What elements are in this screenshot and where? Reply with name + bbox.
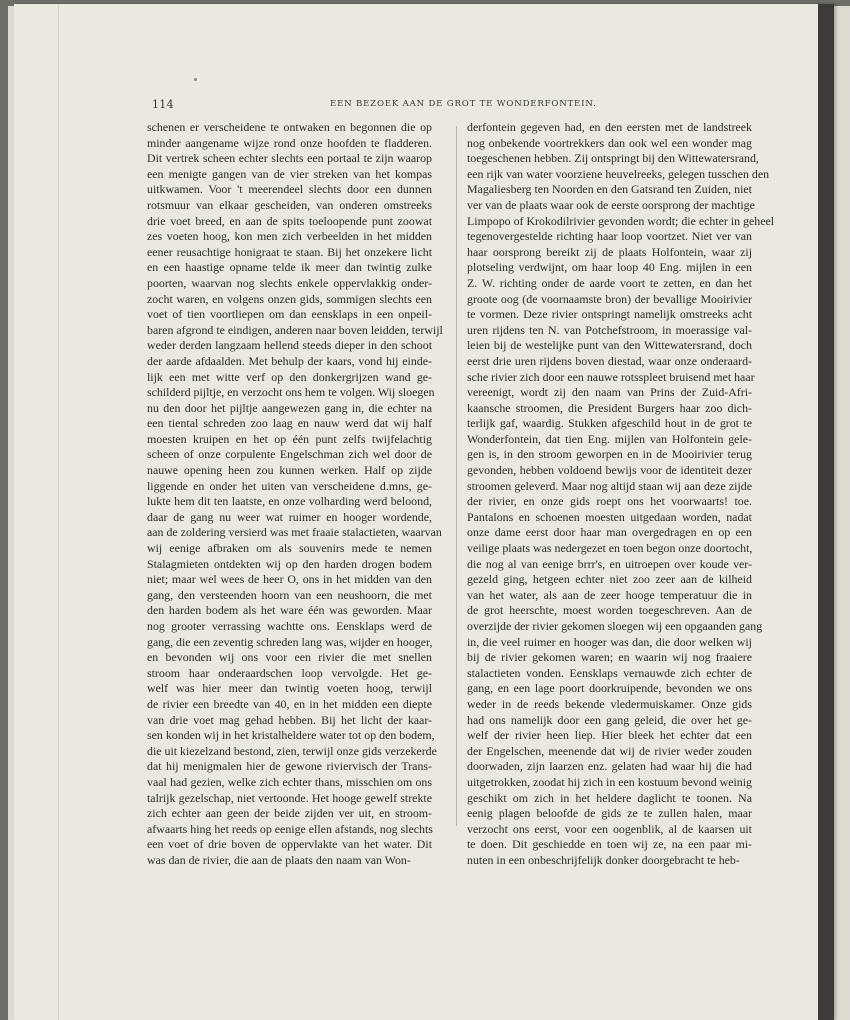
text-line: Dit vertrek scheen echter slechts een portaal te zijn waarop [147,151,432,166]
text-line: de grot heerschte, moest worden toegeschreven. Aan de [467,603,752,618]
text-line: was dan de rivier, die aan de plaats den naam van Won- [147,852,411,867]
text-line: van drie voet mag gehad hebben. Bij het licht der kaar- [147,712,432,727]
text-line: der aarde afdaalden. Met behulp der kaars, vond hij einde- [147,353,432,368]
text-line: in, die veel ruimer en hooger was dan, die door welken wij [467,634,752,649]
text-line: de rivier een breedte van 40, en in het midden een diepte [147,696,432,711]
text-line: overzijde der rivier gekomen sloegen wij een opgaanden gang [467,619,763,633]
text-line: welf was hier meer dan twintig voeten hoog, terwijl [147,681,432,696]
left-text-column [147,120,443,869]
text-line: moesten kruipen en het op één punt zelfs twijfelachtig [147,431,432,446]
text-line: plotseling verdwijnt, om haar loop 40 Eng. mijlen in een [467,260,752,275]
text-line: gang, en een lage poort doorkruipende, bevonden we ons [467,681,752,696]
text-line: onze dame eerst door haar man overgedragen en op een [467,525,752,540]
text-line: Wonderfontein, dat tien Eng. mijlen van Holfontein gele- [467,431,752,446]
running-header [152,98,764,112]
text-line: nog grooter verrassing wachtte ons. Eensklaps werd de [147,619,432,633]
text-line: lukte hem dit ten laatste, en onze volharding werd beloond, [147,494,432,509]
text-line: aan de zoldering versierd was met fraaie stalactieten, waarvan [147,525,442,540]
text-line: die uit kiezelzand bestond, zien, terwijl onze gids verzekerde [147,743,437,758]
text-line: derfontein gegeven had, en den eersten met de landstreek [467,120,752,134]
text-line: weder in de reeds bekende vledermuiskamer. Onze gids [467,696,752,711]
page-gutter-edge [44,4,59,1020]
text-line: en een haastige opname telde ik meer dan twintig zulke [147,260,432,275]
text-line: uitgetrokken, zoodat hij zich in een kostuum bevond weinig [467,774,752,789]
text-line: van het water, als aan de zeer hooge temperatuur die in [467,587,752,602]
text-line: sche rivier zich door een nauwe rotsspleet bruisend met haar [467,369,755,384]
text-line: gevonden, hebben voldoend bewijs voor de identiteit dezer [467,463,752,478]
text-line: nauwe opening heen zou kunnen werken. Half op zijde [147,463,432,478]
text-line: bij de rivier gekomen waren; en waarin wij nog fraaiere [467,650,752,665]
text-line: rotsmuur van elkaar gescheiden, van onderen omstreeks [147,197,432,212]
text-line: zes voeten hoog, kon men zich verbeelden in het midden [147,229,432,244]
text-line: scheen of onze corpulente Engelschman zich wel door de [147,447,432,462]
text-line: terlijk gaf, waardig. Stukken afgeschild hout in de grot te [467,416,752,431]
text-line: vaal had gezien, welke zich echter thans, misschien om ons [147,774,432,789]
text-line: weder derden langzaam hellend steeds dieper in den schoot [147,338,432,353]
text-line: nuten in een onbeschrijfelijk donker doorgebracht te heb- [467,852,740,867]
page-speck [194,78,197,81]
text-line: wij eenige afbraken om als souvenirs mede te nemen [147,541,432,556]
text-line: geschikt om zich in het heldere daglicht te toonen. Na [467,790,752,805]
text-line: stroomen geleverd. Maar nog altijd staan wij aan deze zijde [467,478,752,493]
text-line: poorten, waarvan nog slechts enkele oppervlakkig onder- [147,275,432,290]
text-line: toegeschenen hebben. Zij ontspringt bij den Wittewatersrand, [467,151,759,166]
text-line: te vormen. Deze rivier ontspringt namelijk omstreeks acht [467,307,752,322]
text-line: zich echter aan geen der beide zijden ver uit, en stroom- [147,806,432,821]
text-line: Pantalons en schoenen moesten uitgedaan worden, nadat [467,509,752,524]
text-line: uren rijdens ten N. van Potchefstroom, in moerassige val- [467,322,752,337]
text-line: vereenigt, wordt zij den naam van Prins der Zuid-Afri- [467,385,752,400]
text-line: stroom haar onderaardschen loop vervolgde. Het ge- [147,665,432,680]
text-line: drie voet breed, en aan de spits toeloopende punt zoowat [147,213,432,228]
text-line: en bevonden wij ons voor een rivier die met snellen [147,650,432,665]
text-line: lijk een met witte verf op den donkergrijzen wand ge- [147,369,432,384]
text-line: gezeld ging, hetgeen echter niet zoo zeer aan de kilheid [467,572,752,587]
text-line: der Engelschen, meenende dat wij de rivier weder zouden [467,743,752,758]
text-line: haar oorsprong bereikt zij de plaats Holfontein, waar zij [467,244,752,259]
text-line: afwaarts hing het reeds op eenige ellen afstands, nog slechts [147,821,433,836]
text-line: schenen er verscheidene te ontwaken en begonnen die op [147,120,432,134]
text-line: voet of tien voortliepen om dan eensklaps in een onpeil- [147,307,432,322]
text-line: die nog al van eenige brrr's, en uitroepen over koude ver- [467,556,752,571]
text-line: gen is, in den stroom geworpen en in de Mooirivier terug [467,447,752,462]
text-line: baren afgrond te eindigen, anderen naar boven leidden, terwijl [147,322,443,337]
text-line: Magaliesberg ten Noorden en den Gatsrand ten Zuiden, niet [467,182,752,197]
text-line: te doen. Dit geschiedde en toen wij ze, na een paar mi- [467,837,752,852]
text-line: minder aangename wijze rond onze hoofden te fladderen. [147,135,432,150]
text-line: Limpopo of Krokodilrivier gevonden wordt; die echter in geheel [467,213,775,228]
text-line: een voet of drie boven de oppervlakte van het water. Dit [147,837,432,852]
text-line: gang, die een zeventig schreden lang was, wijder en hooger, [147,634,433,649]
page-number: 114 [152,98,174,111]
text-line: talrijk gezelschap, niet vertoonde. Het hooge gewelf strekte [147,790,432,805]
text-line: eenig plagen beloofde de gids ze te zullen halen, maar [467,806,752,821]
text-line: zocht waren, en volgens onzen gids, sommigen slechts een [147,291,432,306]
text-line: sen konden wij in het kristalheldere water tot op den bodem, [147,728,435,743]
text-line: liggende en onder het uiten van verscheidene d.mns, ge- [147,478,432,493]
text-line: een rijk van water voorziene heuvelreeks, gelegen tusschen den [467,166,770,181]
text-line: schilderd pijltje, en verzocht ons hem te volgen. Wij sloegen [147,385,435,400]
text-line: een tiental schreden zoo laag en nauw werd dat wij half [147,416,432,431]
text-line: eerst drie uren rijdens boven diestad, waar onze onderaard- [467,353,752,368]
text-line: ver van de plaats waar ook de eerste oorsprong der machtige [467,197,755,212]
text-line: leien bij de westelijke punt van den Wittewatersrand, doch [467,338,752,353]
text-line: dat hij menigmalen hier de gewone riviervisch der Trans- [147,759,432,774]
text-line: den harden bodem als het ware één was geworden. Maar [147,603,432,618]
text-line: eener reusachtige honigraat te staan. Bij het onzekere licht [147,244,432,259]
text-line: Z. W. richting onder de aarde voort te zetten, en dan het [467,275,752,290]
text-line: stalactieten vonden. Eensklaps vernauwde zich echter de [467,665,752,680]
text-line: verzocht ons eerst, voor een oogenblik, al de kaarsen uit [467,821,752,836]
text-line: doorwaden, zijn laarzen enz. gelaten had waar hij die had [467,759,752,774]
text-line: uitkwamen. Voor 't meerendeel slechts door een dunnen [147,182,432,197]
text-line: niet; maar wel wees de heer O, ons in het midden van den [147,572,432,587]
text-line: kaansche stroomen, die President Burgers haar zoo dich- [467,400,752,415]
text-line: nu den door het pijltje aangewezen gang in, die echter na [147,400,432,415]
right-text-column [467,120,775,869]
text-line: der rivier, en onze gids roept ons het voorwaarts! toe. [467,494,752,509]
text-line: tegenovergestelde richting haar loop voortzet. Niet ver van [467,229,752,244]
dark-right-edge [818,4,834,1020]
text-line: daar de gang nu weer wat ruimer en hooger wordende, [147,509,432,524]
text-line: groote oog (de voornaamste bron) der bevallige Mooirivier [467,291,752,306]
text-line: een menigte gangen van de vier streken van het kompas [147,166,432,181]
column-divider [456,126,457,826]
text-line: gang, den versteenden hoorn van een neushoorn, die met [147,587,432,602]
running-title: EEN BEZOEK AAN DE GROT TE WONDERFONTEIN. [330,99,597,109]
text-line: Stalagmieten ontdekten wij op den harden drogen bodem [147,556,432,571]
text-line: had ons namelijk door een gang geleid, die over het ge- [467,712,752,727]
text-line: welf der rivier heen liep. Hier bleek het echter dat een [467,728,752,743]
text-line: veilige plaats was nedergezet en toen begon onze doortocht, [467,541,753,556]
text-line: nog onbekende voortrekkers dan ook wel een wonder mag [467,135,752,150]
